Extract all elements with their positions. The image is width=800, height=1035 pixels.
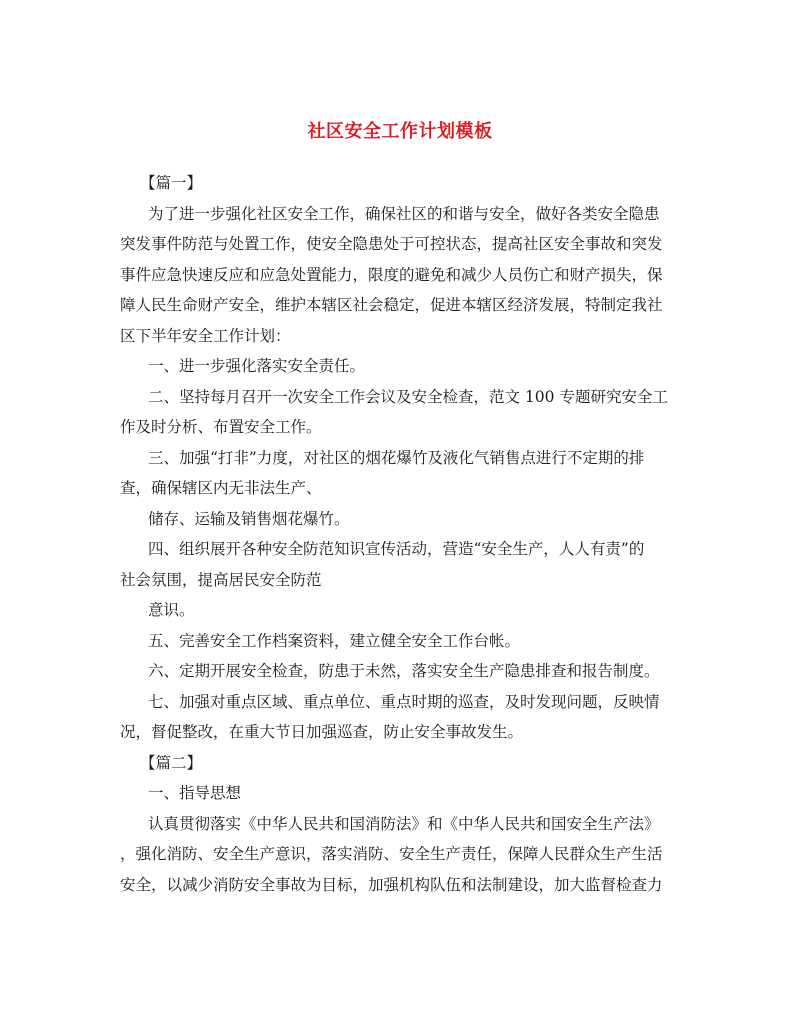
text-line: 储存、运输及销售烟花爆竹。	[148, 509, 350, 528]
text-line: 社会氛围，提高居民安全防范	[120, 570, 322, 589]
text-line: 一、进一步强化落实安全责任。	[148, 357, 366, 375]
text-line: 二、坚持每月召开一次安全工作会议及安全检查，范文 100 专题研究安全工	[148, 387, 668, 406]
text-line: 安全，以减少消防安全事故为目标，加强机构队伍和法制建设，加大监督检查力	[120, 875, 663, 894]
text-line: 七、加强对重点区域、重点单位、重点时期的巡查，及时发现问题，反映情	[148, 692, 660, 711]
text-line: 三、加强“打非”力度，对社区的烟花爆竹及液化气销售点进行不定期的排	[148, 448, 645, 467]
text-line: 区下半年安全工作计划：	[120, 326, 291, 345]
text-line: 突发事件防范与处置工作，使安全隐患处于可控状态，提高社区安全事故和突发	[120, 235, 663, 253]
text-line: 事件应急快速反应和应急处置能力，限度的避免和减少人员伤亡和财产损失，保	[120, 265, 663, 284]
text-line: 况，督促整改，在重大节日加强巡查，防止安全事故发生。	[120, 723, 524, 741]
text-line: 作及时分析、布置安全工作。	[120, 418, 322, 436]
text-line: 五、完善安全工作档案资料，建立健全安全工作台帐。	[148, 631, 521, 650]
text-line: 一、指导思想	[148, 784, 242, 802]
text-line: 意识。	[148, 601, 195, 619]
text-line: 为了进一步强化社区安全工作，确保社区的和谐与安全，做好各类安全隐患	[148, 204, 660, 223]
text-line: 四、组织展开各种安全防范知识宣传活动，营造“安全生产，人人有责”的	[148, 540, 645, 558]
section-heading: 【篇一】	[140, 174, 203, 192]
document-body	[120, 168, 672, 900]
section-heading: 【篇二】	[140, 753, 203, 772]
text-line: 障人民生命财产安全，维护本辖区社会稳定，促进本辖区经济发展，特制定我社	[120, 296, 663, 314]
text-line: 六、定期开展安全检查，防患于未然，落实安全生产隐患排查和报告制度。	[148, 662, 660, 680]
text-line: ，强化消防、安全生产意识，落实消防、安全生产责任，保障人民群众生产生活	[120, 845, 663, 863]
document-title: 社区安全工作计划模板	[307, 121, 493, 142]
text-line: 查，确保辖区内无非法生产、	[120, 479, 322, 497]
text-line: 认真贯彻落实《中华人民共和国消防法》和《中华人民共和国安全生产法》	[148, 814, 660, 833]
